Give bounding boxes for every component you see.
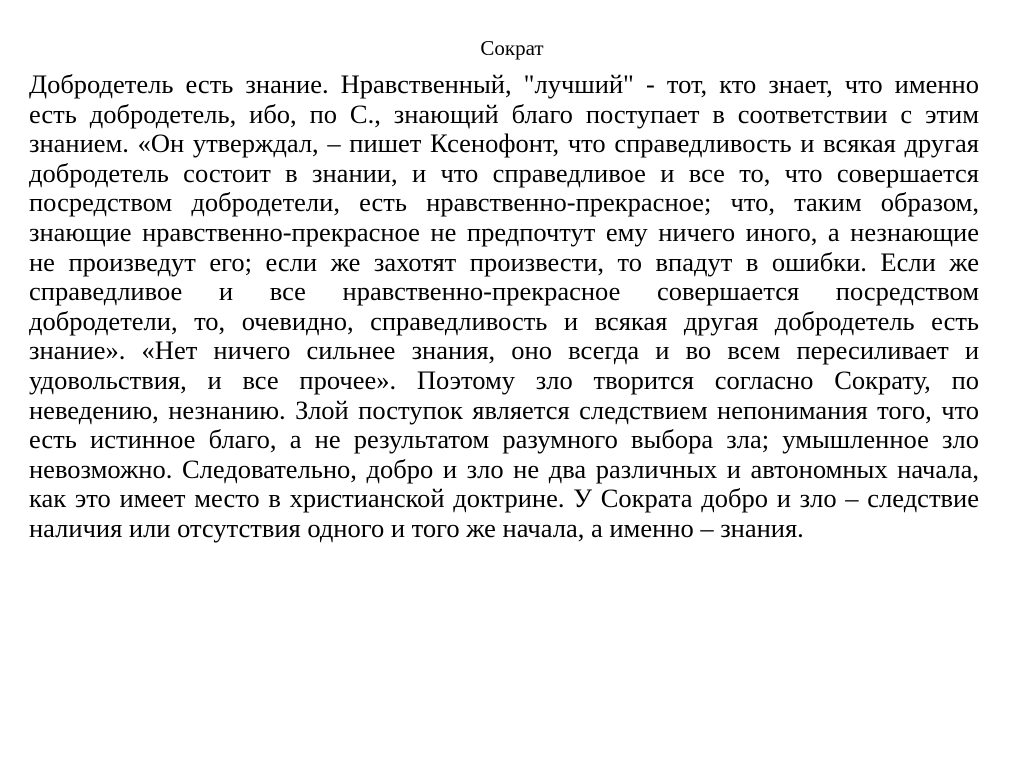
slide-title: Сократ xyxy=(480,36,544,60)
slide-body-text: Добродетель есть знание. Нравственный, "лучший" - тот, кто знает, что именно есть добродетель, ибо, по С., знающий благо поступает в соответствии с этим знанием. «Он утверждал, – пишет Ксенофонт, что справедливость и всякая другая добродетель состоит в знании, и что справедливое и все то, что совершается посредством добродетели, есть нравственно-прекрасное; что, таким образом, знающие нравственно-прекрасное не предпочтут ему ничего иного, а незнающие не произведут его; если же захотят произвести, то впадут в ошибки. Если же справедливое и все нравственно-прекрасное совершается посредством добродетели, то, очевидно, справедливость и всякая другая добродетель есть знание». «Нет ничего сильнее знания, оно всегда и во всем пересиливает и удовольствия, и все прочее». Поэтому зло творится согласно Сократу, по неведению, незнанию. Злой поступок является следствием непонимания того, что есть истинное благо, а не результатом разумного выбора зла; умышленное зло невозможно. Следовательно, добро и зло не два различных и автономных начала, как это имеет место в христианской доктрине. У Сократа добро и зло – следствие наличия или отсутствия одного и того же начала, а именно – знания. xyxy=(29,69,979,543)
